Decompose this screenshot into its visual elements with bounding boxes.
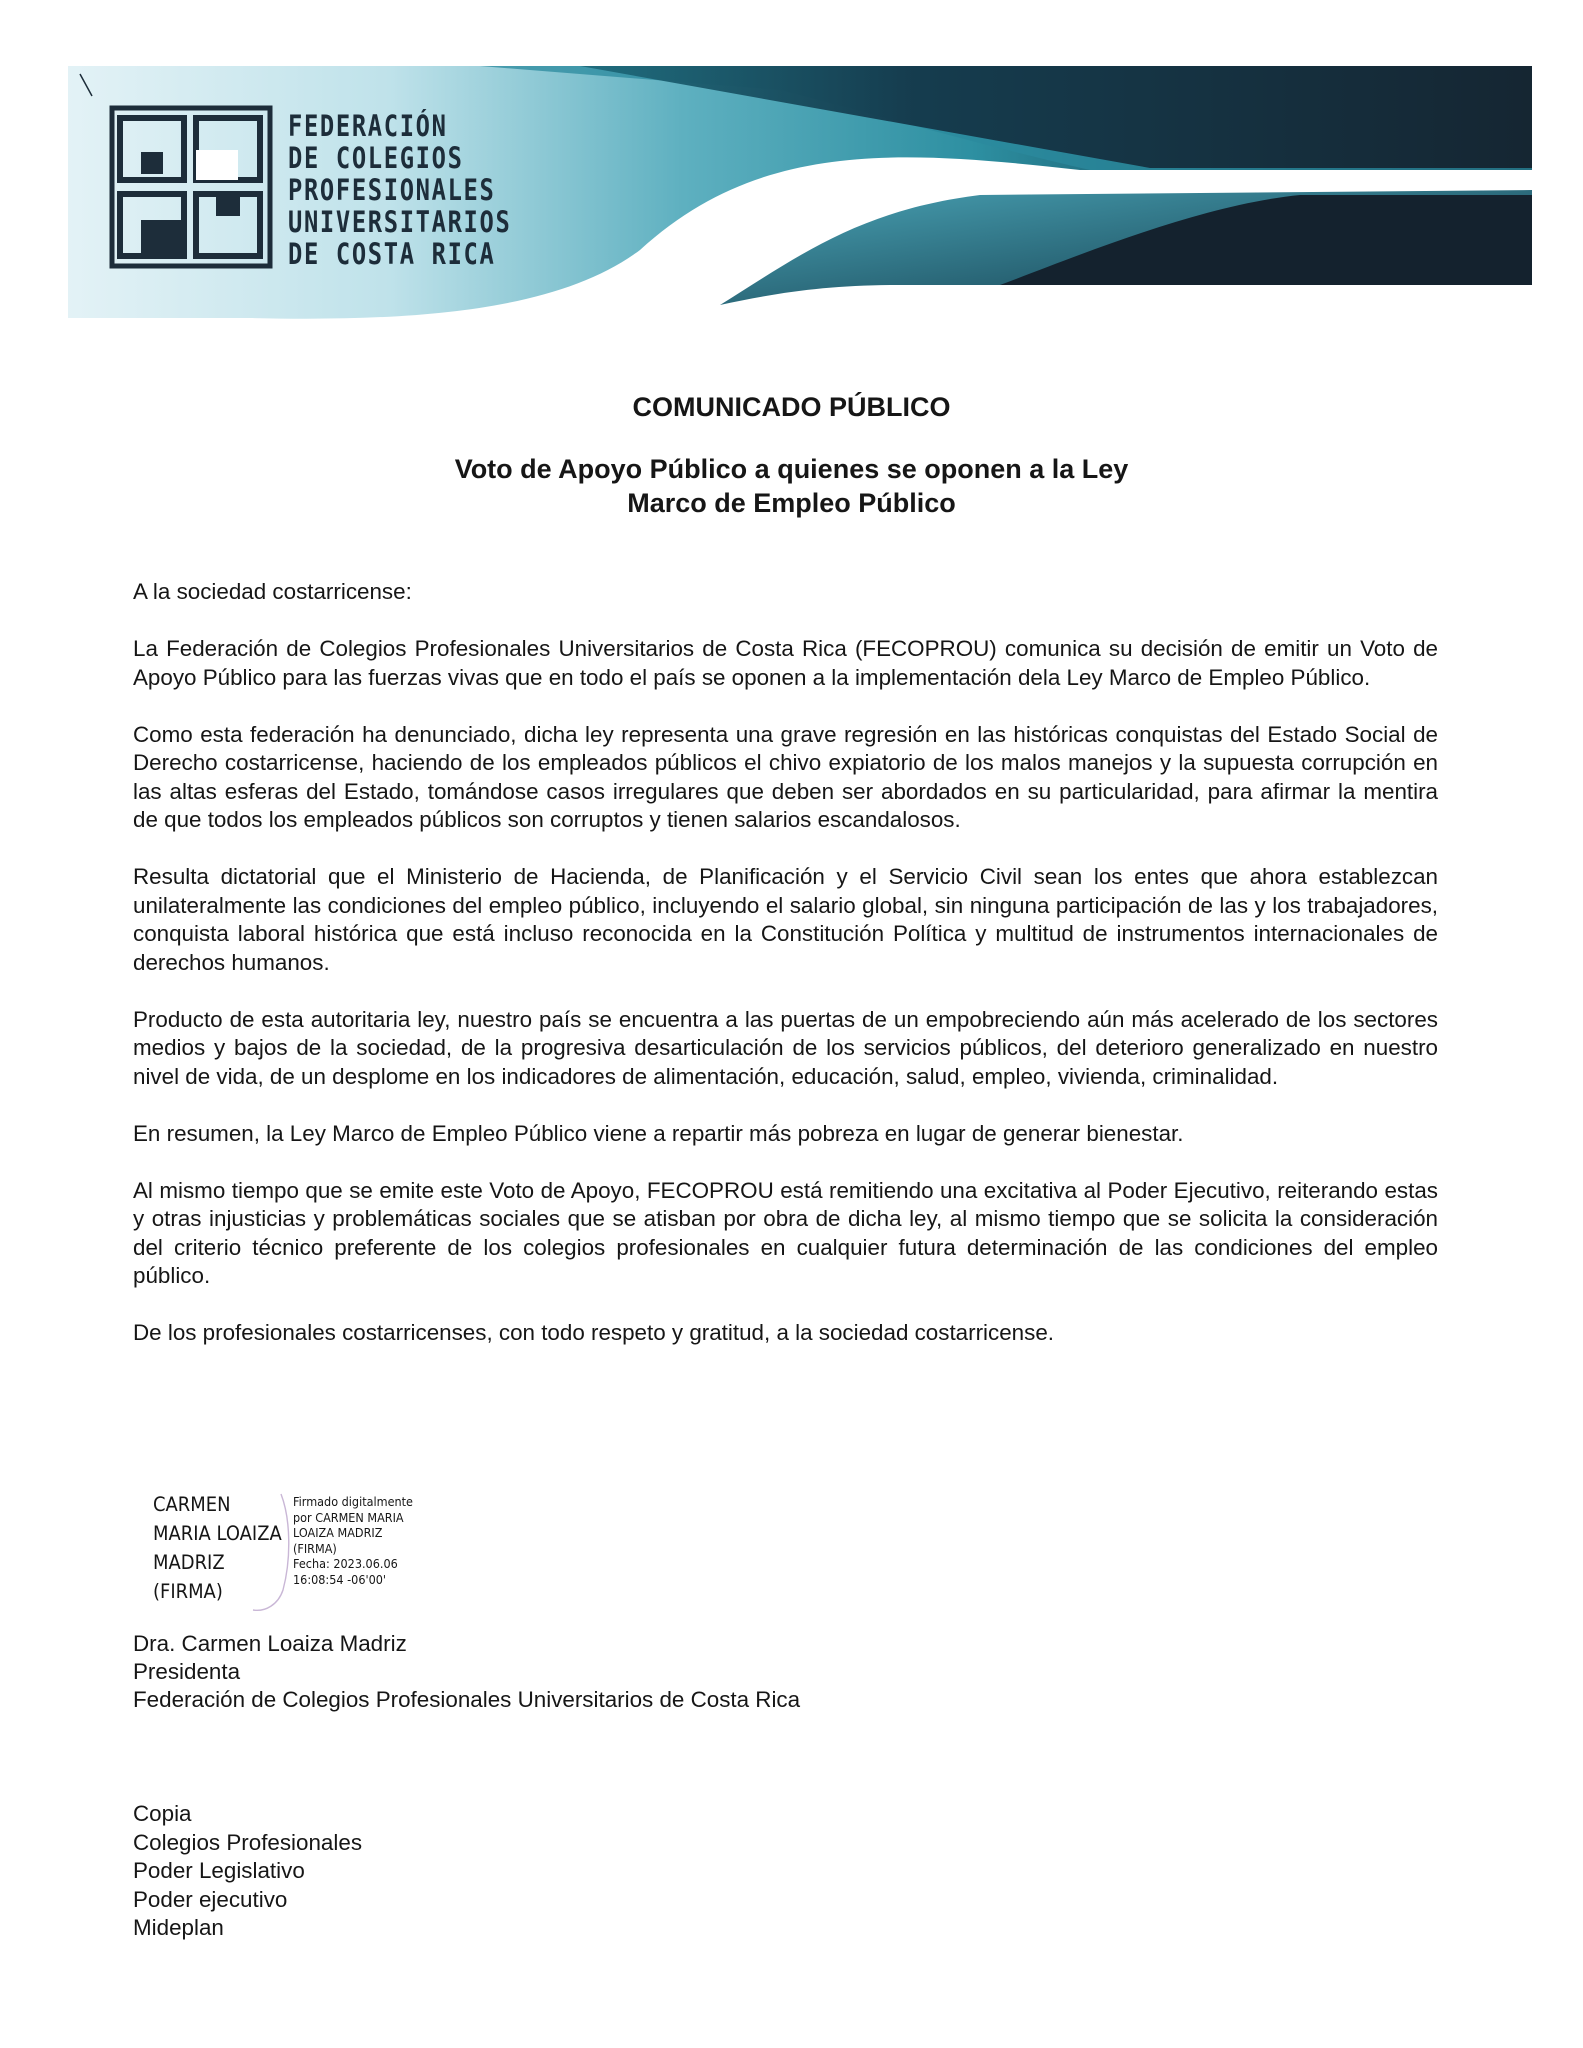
logo-text-line: DE COLEGIOS bbox=[288, 141, 464, 175]
document-body bbox=[133, 578, 1438, 1376]
copy-list bbox=[133, 1800, 362, 1943]
signer-organization: Federación de Colegios Profesionales Universitarios de Costa Rica bbox=[133, 1687, 801, 1712]
body-paragraph: La Federación de Colegios Profesionales Universitarios de Costa Rica (FECOPROU) comunica su decisión de emitir un Voto de Apoyo Público para las fuerzas vivas que en todo el país se oponen a la implementación dela Ley Marco de Empleo Público. bbox=[133, 636, 1438, 690]
signature-detail-line: Fecha: 2023.06.06 bbox=[293, 1556, 398, 1571]
letterhead-banner bbox=[0, 0, 1583, 340]
subtitle-line: Voto de Apoyo Público a quienes se oponen a la Ley bbox=[454, 454, 1129, 484]
signature-detail-line: (FIRMA) bbox=[293, 1540, 337, 1556]
logo-text-line: DE COSTA RICA bbox=[288, 237, 496, 271]
body-paragraph: Producto de esta autoritaria ley, nuestro país se encuentra a las puertas de un empobreciendo aún más acelerado de los sectores medios y bajos de la sociedad, de la progresiva desarticulación de los servicios públicos, del deterioro generalizado en nuestro nivel de vida, de un desplome en los indicadores de alimentación, educación, salud, empleo, vivienda, criminalidad. bbox=[133, 1006, 1438, 1089]
signature-name bbox=[153, 1490, 282, 1606]
letterhead-logo-text bbox=[288, 109, 512, 271]
body-paragraph: En resumen, la Ley Marco de Empleo Público viene a repartir más pobreza en lugar de generar bienestar. bbox=[133, 1120, 1184, 1146]
signer-block bbox=[133, 1630, 800, 1714]
letterhead bbox=[0, 0, 1583, 340]
body-paragraph: Como esta federación ha denunciado, dicha ley representa una grave regresión en las históricas conquistas del Estado Social de Derecho costarricense, haciendo de los empleados públicos el chivo expiatorio de los malos manejos y la supuesta corrupción en las altas esferas del Estado, tomándose casos irregulares que deben ser abordados en su particularidad, para afirmar la mentira de que todos los empleados públicos son corruptos y tienen salarios escandalosos. bbox=[133, 721, 1438, 832]
signature-name-line: MARIA LOAIZA bbox=[153, 1522, 282, 1545]
signature-details bbox=[293, 1494, 413, 1587]
subtitle-line: Marco de Empleo Público bbox=[627, 488, 956, 518]
closing-paragraph: De los profesionales costarricenses, con todo respeto y gratitud, a la sociedad costarricense. bbox=[133, 1320, 1054, 1345]
signature-detail-line: 16:08:54 -06'00' bbox=[293, 1571, 386, 1587]
signature-detail-line: por CARMEN MARIA bbox=[293, 1509, 404, 1525]
copy-heading: Copia bbox=[133, 1801, 192, 1826]
signer-name: Dra. Carmen Loaiza Madriz bbox=[133, 1631, 407, 1656]
digital-signature bbox=[153, 1490, 453, 1615]
copy-recipient: Poder ejecutivo bbox=[133, 1886, 288, 1912]
logo-text-line: PROFESIONALES bbox=[288, 173, 496, 207]
signature-name-line: (FIRMA) bbox=[153, 1580, 223, 1603]
copy-recipient: Poder Legislativo bbox=[133, 1858, 305, 1883]
document-subtitle bbox=[0, 452, 1583, 520]
body-paragraph: Resulta dictatorial que el Ministerio de Hacienda, de Planificación y el Servicio Civil sean los entes que ahora establezcan unilateralmente las condiciones del empleo público, incluyendo el salario global, sin ninguna participación de las y los trabajadores, conquista laboral histórica que está incluso reconocida en la Constitución Política y multitud de instrumentos internacionales de derechos humanos. bbox=[133, 864, 1438, 975]
signature-name-line: CARMEN bbox=[153, 1493, 231, 1516]
signature-detail-line: LOAIZA MADRIZ bbox=[293, 1525, 383, 1540]
document-title: COMUNICADO PÚBLICO bbox=[632, 392, 951, 422]
copy-recipient: Colegios Profesionales bbox=[133, 1829, 363, 1855]
greeting: A la sociedad costarricense: bbox=[133, 579, 412, 604]
signer-role: Presidenta bbox=[133, 1659, 241, 1684]
logo-text-line: FEDERACIÓN bbox=[288, 109, 448, 143]
body-paragraph: Al mismo tiempo que se emite este Voto de Apoyo, FECOPROU está remitiendo una excitativa al Poder Ejecutivo, reiterando estas y otras injusticias y problemáticas sociales que se atisban por obra de dicha ley, al mismo tiempo que se solicita la consideración del criterio técnico preferente de los colegios profesionales en cualquier futura determinación de las condiciones del empleo público. bbox=[133, 1177, 1438, 1288]
logo-text-line: UNIVERSITARIOS bbox=[288, 205, 512, 239]
signature-detail-line: Firmado digitalmente bbox=[293, 1494, 413, 1509]
copy-recipient: Mideplan bbox=[133, 1915, 224, 1940]
signature-name-line: MADRIZ bbox=[153, 1551, 225, 1574]
